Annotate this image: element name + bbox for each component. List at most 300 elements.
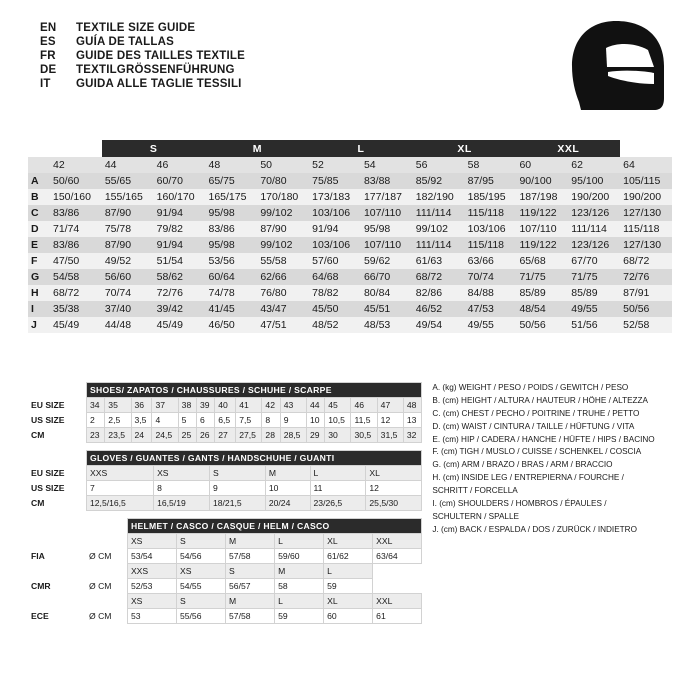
header-row (40, 50, 245, 62)
gloves-us-label: US SIZE (28, 481, 87, 496)
helmet-title: HELMET / CASCO / CASQUE / HELM / CASCO (127, 519, 421, 534)
cell: 80/84 (361, 285, 413, 301)
cell: 45 (325, 398, 351, 413)
cell: 56/60 (102, 269, 154, 285)
gloves-title: GLOVES / GUANTES / GANTS / HANDSCHUHE / GUANTI (87, 451, 422, 466)
cell: 95/98 (205, 205, 257, 221)
band-empty (28, 140, 50, 157)
cell: 72/76 (154, 285, 206, 301)
cell: 16,5/19 (154, 496, 210, 511)
spacer (373, 579, 422, 594)
cell: 91/94 (309, 221, 361, 237)
cell: 43/47 (257, 301, 309, 317)
row-letter: H (28, 285, 50, 301)
legend-item: I. (cm) SHOULDERS / HOMBROS / ÉPAULES / (432, 499, 607, 509)
cell: 54/58 (50, 269, 102, 285)
legend-item-cont: SCHRITT / FORCELLA (432, 486, 518, 496)
header-title: GUÍA DE TALLAS (76, 36, 174, 48)
header-row (40, 78, 245, 90)
cell: 75/85 (309, 173, 361, 189)
cell: 45/49 (154, 317, 206, 333)
sub-tables (28, 382, 422, 631)
cell: 26 (196, 428, 214, 443)
cell: 177/187 (361, 189, 413, 205)
band-m: M (205, 140, 309, 157)
cell: 65/75 (205, 173, 257, 189)
cell: 123/126 (568, 205, 620, 221)
header-lang-code: IT (40, 78, 51, 90)
cell: S (176, 534, 225, 549)
cell: 27 (215, 428, 236, 443)
cell: 119/122 (516, 205, 568, 221)
shoes-title: SHOES/ ZAPATOS / CHAUSSURES / SCHUHE / SCARPE (87, 383, 422, 398)
legend-block (432, 382, 672, 631)
cell: 170/180 (257, 189, 309, 205)
cell: 85/92 (413, 173, 465, 189)
cell: 42 (262, 398, 280, 413)
cell: 39 (196, 398, 214, 413)
legend-item: C. (cm) CHEST / PECHO / POITRINE / TRUHE / PETTO (432, 408, 640, 418)
cell: 20/24 (265, 496, 310, 511)
row-letter: F (28, 253, 50, 269)
cell: 74/78 (205, 285, 257, 301)
header-row (40, 64, 245, 76)
table-row (28, 609, 422, 624)
cell: 8 (262, 413, 280, 428)
cell: 59/60 (275, 549, 324, 564)
cell: 6 (196, 413, 214, 428)
cell: 4 (152, 413, 178, 428)
row-letter: B (28, 189, 50, 205)
cell: 43 (280, 398, 306, 413)
cell: 24,5 (152, 428, 178, 443)
cell: M (226, 594, 275, 609)
size-col-46: 46 (154, 157, 206, 173)
cell: 7 (87, 481, 154, 496)
spacer (28, 534, 86, 549)
band-s: S (102, 140, 206, 157)
cell: 46/50 (205, 317, 257, 333)
table-row (28, 594, 422, 609)
cell: 18/21,5 (209, 496, 265, 511)
cell: 182/190 (413, 189, 465, 205)
shoes-cm-label: CM (28, 428, 87, 443)
table-row (28, 398, 422, 413)
cell: 82/86 (413, 285, 465, 301)
cell: 87/95 (465, 173, 517, 189)
header-lang-code: EN (40, 22, 57, 34)
cell: 47/50 (50, 253, 102, 269)
cell: 83/88 (361, 173, 413, 189)
cell: L (324, 564, 373, 579)
cell: 62/66 (257, 269, 309, 285)
size-col-52: 52 (309, 157, 361, 173)
cell: 103/106 (465, 221, 517, 237)
cell: 48 (403, 398, 421, 413)
cell: 24 (131, 428, 152, 443)
cell: L (275, 534, 324, 549)
cell: 56/57 (226, 579, 275, 594)
shoes-eu-label: EU SIZE (28, 398, 87, 413)
header-lang-code: FR (40, 50, 56, 62)
cell: 50/56 (516, 317, 568, 333)
cell: 13 (403, 413, 421, 428)
legend-item: H. (cm) INSIDE LEG / ENTREPIERNA / FOURCHE / (432, 473, 624, 483)
cell: 67/70 (568, 253, 620, 269)
cell: XL (366, 466, 422, 481)
size-band-row (28, 140, 672, 157)
cell: 49/52 (102, 253, 154, 269)
cell: 68/72 (50, 285, 102, 301)
cell: 58 (275, 579, 324, 594)
cell: 40 (215, 398, 236, 413)
gloves-cm-label: CM (28, 496, 87, 511)
cell: 25,5/30 (366, 496, 422, 511)
cell: 66/70 (361, 269, 413, 285)
cell: 107/110 (361, 205, 413, 221)
row-letter: I (28, 301, 50, 317)
cell: XXS (87, 466, 154, 481)
cell: 52/53 (127, 579, 176, 594)
table-row (28, 496, 422, 511)
cell: 155/165 (102, 189, 154, 205)
cell: 54/55 (176, 579, 225, 594)
cell: 95/100 (568, 173, 620, 189)
helmet-ece-label: ECE (28, 609, 86, 624)
cell: 115/118 (465, 237, 517, 253)
cell: 50/56 (620, 301, 672, 317)
table-row (28, 428, 422, 443)
legend-item: J. (cm) BACK / ESPALDA / DOS / ZURÜCK / INDIETRO (432, 524, 637, 534)
header-lang-code: DE (40, 64, 57, 76)
cell: 55/65 (102, 173, 154, 189)
cell: 44/48 (102, 317, 154, 333)
size-number-header (28, 157, 672, 173)
cell: 83/86 (205, 221, 257, 237)
cell: 59/62 (361, 253, 413, 269)
cell: XS (176, 564, 225, 579)
header-block (40, 22, 245, 92)
cell: 190/200 (620, 189, 672, 205)
spacer (28, 564, 86, 579)
cell: 103/106 (309, 237, 361, 253)
cell: 29 (306, 428, 324, 443)
cell: 47 (377, 398, 403, 413)
cell: 65/68 (516, 253, 568, 269)
cell: 2,5 (105, 413, 131, 428)
table-row (28, 564, 422, 579)
cell: 51/54 (154, 253, 206, 269)
cell: 71/74 (50, 221, 102, 237)
table-row (28, 173, 672, 189)
cell: 41 (236, 398, 262, 413)
cell: 79/82 (154, 221, 206, 237)
gloves-table (28, 450, 422, 511)
helmet-title-row (28, 519, 422, 534)
shoes-title-row (28, 383, 422, 398)
cell: 160/170 (154, 189, 206, 205)
cell: 28 (262, 428, 280, 443)
size-col-62: 62 (568, 157, 620, 173)
cell: 23/26,5 (310, 496, 366, 511)
cell: XXL (373, 534, 422, 549)
cell: 35 (105, 398, 131, 413)
row-letter: C (28, 205, 50, 221)
cell: S (226, 564, 275, 579)
spacer (86, 594, 127, 609)
cell: 53/54 (127, 549, 176, 564)
cell: 115/118 (620, 221, 672, 237)
row-letter: G (28, 269, 50, 285)
spacer (28, 451, 87, 466)
cell: 185/195 (465, 189, 517, 205)
row-letter: E (28, 237, 50, 253)
cell: 87/91 (620, 285, 672, 301)
cell: 60 (324, 609, 373, 624)
header-row (40, 36, 245, 48)
cell: 70/74 (102, 285, 154, 301)
cell: 91/94 (154, 205, 206, 221)
cell: 34 (87, 398, 105, 413)
cell: 87/90 (102, 237, 154, 253)
cell: 61/62 (324, 549, 373, 564)
cell: 61 (373, 609, 422, 624)
spacer (86, 519, 127, 534)
table-row (28, 253, 672, 269)
size-col-58: 58 (465, 157, 517, 173)
cell: 47/51 (257, 317, 309, 333)
spacer (86, 564, 127, 579)
spacer (86, 534, 127, 549)
cell: 60/64 (205, 269, 257, 285)
cell: 55/56 (176, 609, 225, 624)
spacer (28, 594, 86, 609)
cell: 57/60 (309, 253, 361, 269)
cell: 12 (366, 481, 422, 496)
cell: S (176, 594, 225, 609)
size-col-64: 64 (620, 157, 672, 173)
gloves-eu-label: EU SIZE (28, 466, 87, 481)
header-title: TEXTILE SIZE GUIDE (76, 22, 196, 34)
cell: 9 (280, 413, 306, 428)
band-xxl: XXL (516, 140, 620, 157)
cell: XS (127, 534, 176, 549)
cell: 37/40 (102, 301, 154, 317)
cell: 95/98 (361, 221, 413, 237)
table-row (28, 221, 672, 237)
helmet-fia-unit: Ø CM (86, 549, 127, 564)
cell: 6,5 (215, 413, 236, 428)
cell: XL (324, 594, 373, 609)
lower-section (28, 382, 672, 631)
cell: 64/68 (309, 269, 361, 285)
cell: 23,5 (105, 428, 131, 443)
cell: 47/53 (465, 301, 517, 317)
table-row (28, 481, 422, 496)
table-row (28, 205, 672, 221)
table-row (28, 413, 422, 428)
legend-item: E. (cm) HIP / CADERA / HANCHE / HÜFTE / HIPS / BACINO (432, 434, 655, 444)
helmet-table (28, 518, 422, 624)
legend-item: F. (cm) TIGH / MUSLO / CUISSE / SCHENKEL / COSCIA (432, 447, 642, 457)
helmet-cmr-label: CMR (28, 579, 86, 594)
cell: XS (154, 466, 210, 481)
cell: 83/86 (50, 237, 102, 253)
cell: 59 (324, 579, 373, 594)
cell: 25 (178, 428, 196, 443)
cell: 49/54 (413, 317, 465, 333)
cell: 53 (127, 609, 176, 624)
cell: 52/58 (620, 317, 672, 333)
cell: 8 (154, 481, 210, 496)
cell: 48/53 (361, 317, 413, 333)
helmet-ece-unit: Ø CM (86, 609, 127, 624)
spacer (28, 383, 87, 398)
cell: 12,5/16,5 (87, 496, 154, 511)
cell: 10 (265, 481, 310, 496)
cell: 3,5 (131, 413, 152, 428)
cell: 38 (178, 398, 196, 413)
cell: 46 (351, 398, 377, 413)
cell: 71/75 (568, 269, 620, 285)
cell: 46/52 (413, 301, 465, 317)
header-row (40, 22, 245, 34)
cell: 11,5 (351, 413, 377, 428)
cell: 68/72 (413, 269, 465, 285)
cell: 50/60 (50, 173, 102, 189)
cell: 107/110 (361, 237, 413, 253)
cell: 51/56 (568, 317, 620, 333)
header-title: GUIDE DES TAILLES TEXTILE (76, 50, 245, 62)
legend-item: B. (cm) HEIGHT / ALTURA / HAUTEUR / HÖHE / ALTEZZA (432, 395, 649, 405)
cell: 58/62 (154, 269, 206, 285)
cell: 39/42 (154, 301, 206, 317)
cell: 54/56 (176, 549, 225, 564)
cell: 107/110 (516, 221, 568, 237)
cell: 10,5 (325, 413, 351, 428)
cell: 35/38 (50, 301, 102, 317)
legend-item: D. (cm) WAIST / CINTURA / TAILLE / HÜFTUNG / VITA (432, 421, 635, 431)
cell: 49/55 (568, 301, 620, 317)
helmet-icon (562, 18, 672, 118)
header-corner (28, 157, 50, 173)
table-row (28, 317, 672, 333)
helmet-fia-label: FIA (28, 549, 86, 564)
cell: 76/80 (257, 285, 309, 301)
cell: 41/45 (205, 301, 257, 317)
cell: M (275, 564, 324, 579)
header-title: TEXTILGRÖSSENFÜHRUNG (76, 64, 235, 76)
size-col-54: 54 (361, 157, 413, 173)
cell: XXL (373, 594, 422, 609)
shoes-table (28, 382, 422, 443)
cell: 85/89 (516, 285, 568, 301)
cell: 72/76 (620, 269, 672, 285)
cell: 99/102 (257, 205, 309, 221)
row-letter: D (28, 221, 50, 237)
table-row (28, 579, 422, 594)
band-l: L (309, 140, 413, 157)
cell: 48/54 (516, 301, 568, 317)
cell: 60/70 (154, 173, 206, 189)
cell: XXS (127, 564, 176, 579)
cell: 48/52 (309, 317, 361, 333)
cell: 10 (306, 413, 324, 428)
header-title: GUIDA ALLE TAGLIE TESSILI (76, 78, 242, 90)
cell: 119/122 (516, 237, 568, 253)
cell: 5 (178, 413, 196, 428)
legend-item: G. (cm) ARM / BRAZO / BRAS / ARM / BRACCIO (432, 460, 613, 470)
cell: 31,5 (377, 428, 403, 443)
cell: M (226, 534, 275, 549)
cell: 12 (377, 413, 403, 428)
cell: 57/58 (226, 609, 275, 624)
cell: 45/51 (361, 301, 413, 317)
cell: 190/200 (568, 189, 620, 205)
cell: 187/198 (516, 189, 568, 205)
size-col-48: 48 (205, 157, 257, 173)
cell: 173/183 (309, 189, 361, 205)
cell: 68/72 (620, 253, 672, 269)
cell: 78/82 (309, 285, 361, 301)
legend-item: A. (kg) WEIGHT / PESO / POIDS / GEWITCH / PESO (432, 383, 629, 392)
cell: 127/130 (620, 237, 672, 253)
band-empty (50, 140, 102, 157)
cell: 111/114 (413, 237, 465, 253)
cell: S (209, 466, 265, 481)
cell: 36 (131, 398, 152, 413)
cell: XL (324, 534, 373, 549)
cell: 75/78 (102, 221, 154, 237)
table-row (28, 301, 672, 317)
cell: 83/86 (50, 205, 102, 221)
size-col-44: 44 (102, 157, 154, 173)
size-col-50: 50 (257, 157, 309, 173)
cell: 71/75 (516, 269, 568, 285)
cell: 30 (325, 428, 351, 443)
cell: 95/98 (205, 237, 257, 253)
size-col-60: 60 (516, 157, 568, 173)
cell: 23 (87, 428, 105, 443)
band-xl: XL (413, 140, 517, 157)
cell: 9 (209, 481, 265, 496)
cell: 45/49 (50, 317, 102, 333)
table-row (28, 285, 672, 301)
cell: 59 (275, 609, 324, 624)
helmet-cmr-unit: Ø CM (86, 579, 127, 594)
table-row (28, 534, 422, 549)
cell: 45/50 (309, 301, 361, 317)
cell: 165/175 (205, 189, 257, 205)
table-row (28, 189, 672, 205)
cell: L (275, 594, 324, 609)
table-row (28, 549, 422, 564)
cell: 2 (87, 413, 105, 428)
cell: 49/55 (465, 317, 517, 333)
spacer (28, 519, 86, 534)
gloves-title-row (28, 451, 422, 466)
cell: 87/90 (257, 221, 309, 237)
cell: 123/126 (568, 237, 620, 253)
spacer (373, 564, 422, 579)
cell: 111/114 (413, 205, 465, 221)
cell: 87/90 (102, 205, 154, 221)
header-lang-code: ES (40, 36, 56, 48)
cell: 30,5 (351, 428, 377, 443)
cell: 63/64 (373, 549, 422, 564)
cell: 111/114 (568, 221, 620, 237)
cell: 27,5 (236, 428, 262, 443)
